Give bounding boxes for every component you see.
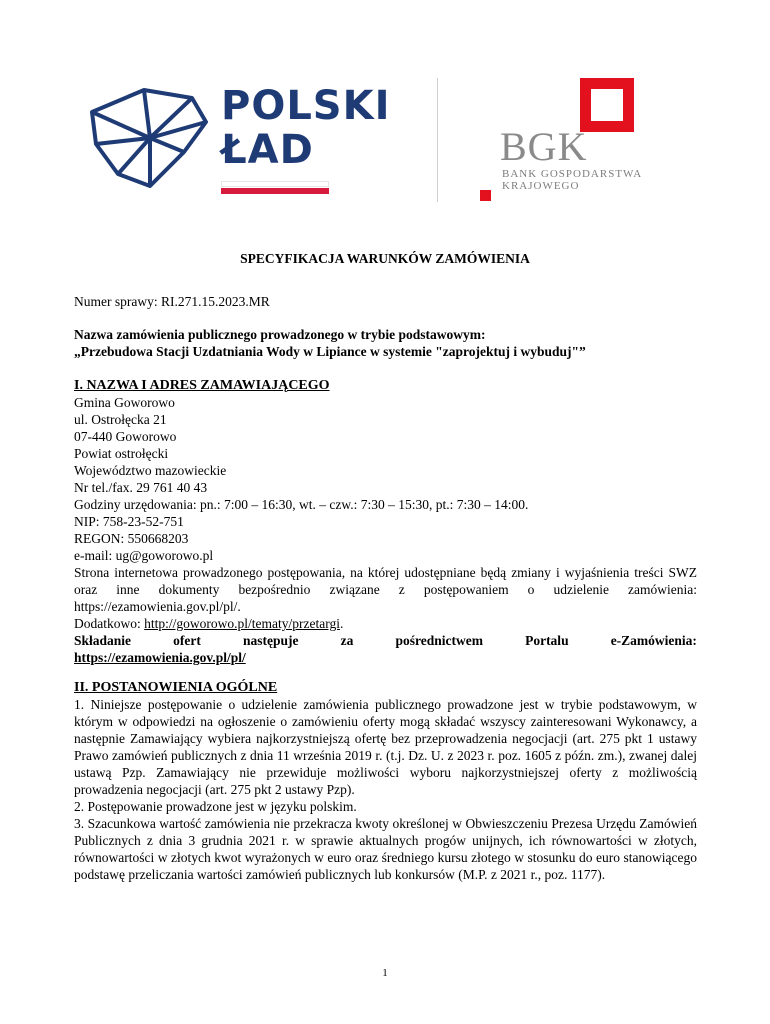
bgk-subtitle-line1: BANK GOSPODARSTWA (502, 168, 643, 180)
section-2-paragraph-3: 3. Szacunkowa wartość zamówienia nie przekracza kwoty określonej w Obwieszczeniu Prezesa Urzędu Zamówień Publicznych z dnia 3 grudnia 2021 r. w sprawie aktualnych progów unijnych, ich równowartości w złotych, równowartości w złotych kwot wyrażonych w euro oraz średniego kursu złotego w stosunku do euro stanowiącego podstawę przeliczania wartości zamówień publicznych lub konkursów (M.P. z 2021 r., poz. 1177). (74, 816, 697, 882)
submission-word: za (340, 633, 354, 648)
section-2-paragraph-1: 1. Niniejsze postępowanie o udzielenie zamówienia publicznego prowadzone jest w trybie podstawowym, w którym w odpowiedzi na ogłoszenie o zamówieniu oferty mogą składać wszyscy zainteresowani Wykonawcy, a następnie Zamawiający wybiera najkorzystniejszą ofertę bez przeprowadzenia negocjacji (art. 275 pkt 1 ustawy Prawo zamówień publicznych z dnia 11 września 2019 r. (t.j. Dz. U. z 2023 r. poz. 1605 z późn. zm.), zwanej dalej ustawą Pzp. Zamawiający nie przewiduje możliwości wyboru najkorzystniejszej oferty z możliwością prowadzenia negocjacji (art. 275 pkt 2 ustawy Pzp). (74, 697, 697, 797)
polski-lad-wordmark (221, 84, 391, 172)
case-number: Numer sprawy: RI.271.15.2023.MR (74, 294, 270, 309)
office-hours-line: Godziny urzędowania: pn.: 7:00 – 16:30, wt. – czw.: 7:30 – 15:30, pt.: 7:30 – 14:00. (74, 497, 529, 512)
order-name-label: Nazwa zamówienia publicznego prowadzonego w trybie podstawowym: (74, 327, 486, 342)
flag-white-stripe (221, 181, 329, 187)
additional-line (74, 615, 697, 632)
bgk-wordmark: BGK (500, 124, 588, 169)
document-title: SPECYFIKACJA WARUNKÓW ZAMÓWIENIA (240, 251, 530, 266)
flag-red-stripe (221, 188, 329, 194)
section-2-heading: II. POSTANOWIENIA OGÓLNE (74, 680, 278, 695)
regon-line: REGON: 550668203 (74, 531, 189, 546)
submission-word: e-Zamówienia: (610, 633, 697, 648)
polski-lad-emblem-icon (88, 78, 208, 198)
submission-word: Portalu (525, 633, 569, 648)
bgk-subtitle-line2: KRAJOWEGO (502, 180, 580, 192)
address-line: Gmina Goworowo (74, 395, 175, 410)
nip-line: NIP: 758-23-52-751 (74, 514, 184, 529)
phone-line: Nr tel./fax. 29 761 40 43 (74, 480, 208, 495)
page-number: 1 (382, 967, 388, 979)
address-line: ul. Ostrołęcka 21 (74, 412, 167, 427)
order-name: „Przebudowa Stacji Uzdatniania Wody w Lipiance w systemie "zaprojektuj i wybuduj"” (74, 344, 586, 359)
goworowo-tenders-link[interactable]: http://goworowo.pl/tematy/przetargi (144, 616, 340, 631)
additional-end: . (339, 616, 344, 631)
polski-lad-line2: ŁAD (221, 127, 314, 173)
polski-lad-logo (88, 78, 408, 198)
bgk-subtitle (502, 168, 642, 192)
section-2 (74, 679, 697, 883)
bgk-square-icon (580, 78, 634, 132)
ezamowienia-link[interactable]: https://ezamowienia.gov.pl/pl/ (74, 650, 246, 665)
section-2-paragraph-2: 2. Postępowanie prowadzone jest w języku polskim. (74, 799, 357, 814)
website-paragraph: Strona internetowa prowadzonego postępowania, na której udostępniane będą zmiany i wyjaśnienia treści SWZ oraz inne dokumenty bezpośrednio związane z postępowaniem o udzielenie zamówienia: https://ezamowienia.gov.pl/pl/. (74, 565, 697, 614)
bgk-logo (480, 78, 670, 202)
polski-lad-line1: POLSKI (221, 83, 391, 129)
email-line: e-mail: ug@goworowo.pl (74, 548, 214, 563)
address-line: Powiat ostrołęcki (74, 446, 169, 461)
submission-line (74, 632, 697, 649)
submission-word: Składanie (74, 633, 132, 648)
bgk-small-square-icon (480, 190, 491, 201)
section-1-heading: I. NAZWA I ADRES ZAMAWIAJĄCEGO (74, 378, 330, 393)
submission-word: ofert (173, 633, 201, 648)
submission-word: pośrednictwem (395, 633, 483, 648)
section-1 (74, 377, 697, 666)
address-line: 07-440 Goworowo (74, 429, 177, 444)
additional-label: Dodatkowo: (74, 616, 145, 631)
logo-divider (437, 78, 438, 202)
submission-word: następuje (242, 633, 299, 648)
order-name-block (74, 326, 697, 360)
address-line: Województwo mazowieckie (74, 463, 227, 478)
